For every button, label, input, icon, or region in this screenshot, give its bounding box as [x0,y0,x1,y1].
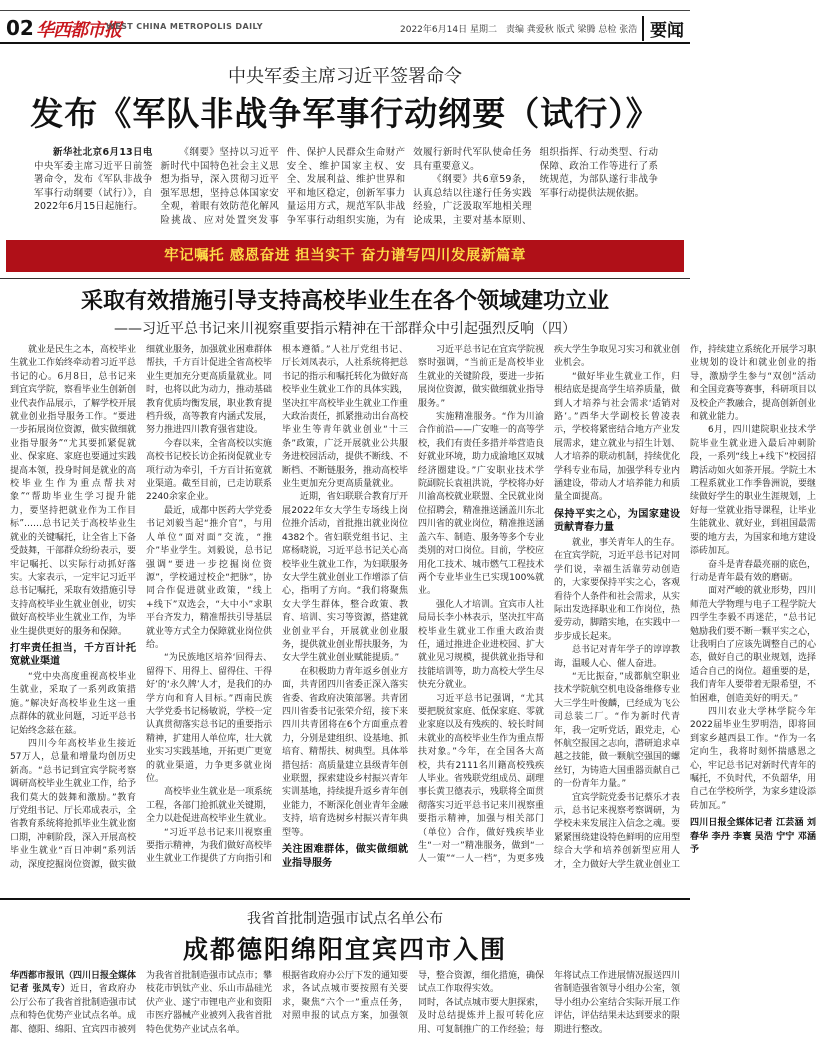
article2-intro: 就业是民生之本，高校毕业生就业工作始终牵动着习近平总书记的心。6月8日，总书记来到宜宾学院，察看毕业生创新创业代表作品展示，了解学校开展就业创业指导服务工作。“要进一步拓展岗位资源，做实做细就业指导服务”“尤其要抓紧促就业、保家庭、家庭也要通过实践提高本领，投身时间是就业的高校毕业生作为重点帮扶对象”“帮助毕业生学习提升能力，要坚持把就业作为工作目标”……总书记关于高校毕业生就业的关键嘱托，让全省上下备受鼓舞，干部群众纷纷表示，要牢记嘱托、以实际行动抓好落实。大家表示，一定牢记习近平总书记嘱托，采取有效措施引导支持高校毕业生就业创业，切实做好高校毕业生就业工作，为毕业生提供更好的服务和保障。 [10,345,137,637]
article2-paragraph: 奋斗是青春最亮丽的底色，行动是青年最有效的磨砺。 [690,559,816,583]
article1-paragraph: 新华社北京6月13日电 中央军委主席习近平日前签署命令，发布《军队非战争军事行动纲要（试行）》，自2022年6月15日起施行。 [34,147,153,212]
article2-paragraph: 习近平总书记强调，“尤其要把脱贫家庭、低保家庭、零就业家庭以及有残疾的、较长时间未就业的高校毕业生作为重点帮扶对象。”今年，在全国各大高校，共有2111名川籍高校残疾人毕业。省残联党组成员、副理事长黄卫德表示，残联将全面贯彻落实习近平总书记来川视察重要指示精神，加强与相关部门（单位）合作，做好残疾毕业生“一对一”精准服务，做到“一人一策”“一人一档”，为更多残疾大学生争取见习实习和就业创业机会。 [418,345,681,865]
article2-paragraph: 高校毕业生就业是一项系统工程，各部门抢抓就业关键期，全力以赴促进高校毕业生就业。 [146,787,273,825]
article1-paragraph: 《纲要》坚持以习近平新时代中国特色社会主义思想为指导，深入贯彻习近平强军思想，坚持总体国家安全观，着眼有效防范化解风险挑战、应对处置突发事件、保护人民群众生命财产安全、维护国家主权、安全、发展利益、维护世界和平和地区稳定，创新军事力量运用方式，规范军队非战争军事行动组织实施，为有效履行新时代军队使命任务具有重要意义。 [160,147,532,226]
article2-paragraph: 实施精准服务。“作为川渝合作前沿——广安唯一的高等学校，我们有责任多措并举营造良好就业环境，助力成渝地区双城经济圈建设。”广安职业技术学院副院长袁祖洪说，学校将办好川渝高校就业联盟、全民就业岗位招聘会，精准推送涵盖川东北四川省的就业岗位，精准推送涵盖六车、制造、服务等多个专业类别的对口岗位。目前，学校应用化工技术、城市燃气工程技术两个专业毕业生已实现100%就业。 [418,412,545,597]
newspaper-name-en: WEST CHINA METROPOLIS DAILY [106,22,263,31]
article2-paragraph: 6月，四川建院职业技术学院毕业生就业进入最后冲刺阶段，一系列“线上+线下”校园招聘活动如火如荼开展。学院土木工程系就业工作季鲁洲说，要继续做好学生的职业生涯规划，上好每一堂就业指导课程，让毕业生能就业、就好业，到祖国最需要的地方去，为国家和地方建设添砖加瓦。 [690,425,816,557]
section-divider [0,898,690,900]
edition-info: 2022年6月14日 星期二 责编 龚爱秋 版式 梁腾 总检 张浩 [400,25,638,35]
article2-body [10,344,816,880]
article2-paragraph: 在积极助力青年返乡创业方面，共青团四川省委正深入落实省委、省政府决策部署。共青团四川省委书记张荣介绍，接下来四川共青团将在6个方面重点着力，分别是建组织、设基地、抓培育、精帮扶、树典型。具体举措包括：高质量建立县级青年创业联盟，探索建设乡村振兴青年实训基地，持续提升返乡青年创业能力，不断深化创业青年金融支持，培育选树乡村振兴青年典型等。 [282,666,409,838]
page-number: 02 [6,16,34,40]
article2-paragraph: 习近平总书记在宜宾学院视察时强调，“当前正是高校毕业生就业的关键阶段，要进一步拓展岗位资源，做实做细就业指导服务。” [418,345,545,409]
article1-dateline: 新华社北京6月13日电 [53,147,153,158]
article3-paragraph: 华西都市报讯（四川日报全媒体记者 张凤专）近日，省政府办公厅公布了我省首批制造强市试点和特色优势产业试点名单。成都、德阳、绵阳、宜宾四市被列为我省首批制造强市试点市；攀枝花市钒钛产业、乐山市晶硅光伏产业、遂宁市锂电产业和资阳市医疗器械产业被列入我省首批特色优势产业试点名单。 [10,971,273,1035]
article2-paragraph: 宜宾学院党委书记蔡乐才表示，总书记来视察考察调研，为学校未来发展注入信念之魂。要紧紧围绕建设特色鲜明的应用型综合大学和培养创新型应用人才，全力做好大学生就业创业工作，持续建立系统化开展学习职业规划的设计和就业创业的指导，激励学生参与“双创”活动和全国竞赛等赛事，科研项目以及校企产教融合，提高创新创业和就业能力。 [554,345,816,870]
article3-paragraph: 根据省政府办公厅下发的通知要求，各试点城市要按照有关要求，聚焦“六个一”重点任务，对照申报的试点方案，加强领导，整合资源，细化措施，确保试点工作取得实效。 [282,971,545,1022]
slogan-banner: 牢记嘱托 感恩奋进 担当实干 奋力谱写四川发展新篇章 [6,240,684,272]
article2-paragraph: 总书记对青年学子的谆谆教诲，温暖人心、催人奋进。 [554,645,681,669]
article2-paragraph: 四川农业大学林学院今年2022届毕业生罗明浩，即将回到家乡越西县工作。“作为一名定向生，我将时刻怀揣感恩之心，牢记总书记对新时代青年的嘱托，不负时代，不负韶华，用自己在学校所学，为家乡建设添砖加瓦。” [690,706,816,811]
article3-paragraph: 同时，各试点城市要大胆探索，及时总结提炼并上报可转化应用、可复制推广的工作经验；每年将试点工作进展情况报送四川省制造强省领导小组办公室，领导小组办公室结合实际开展工作评估，评估结果未达到要求的限期进行整改。 [418,971,681,1035]
article2-paragraph: 强化人才培训。宜宾市人社局局长李小林表示，坚决扛牢高校毕业生就业工作重大政治责任，通过推进企业进校园、扩大就业见习规模，提供就业指导和技能培训等，助力高校大学生尽快充分就业。 [418,599,545,691]
masthead-bottom-rule [0,42,690,44]
article3-kicker: 我省首批制造强市试点名单公布 [247,911,443,927]
article1-body [34,146,658,228]
masthead [0,0,690,44]
masthead-top-rule [0,10,690,11]
article2-paragraph: 今春以来，全省高校以实施高校书记校长访企拓岗促就业专项行动为牵引，千方百计拓宽就业渠道。截至目前，已走访联系2240余家企业。 [146,438,273,503]
article3-headline: 成都德阳绵阳宜宾四市入围 [182,935,507,964]
article1-headline: 发布《军队非战争军事行动纲要（试行）》 [30,94,660,133]
article2-headline: 采取有效措施引导支持高校毕业生在各个领域建功立业 [80,289,609,314]
newspaper-logo: 华西都市报 [36,20,121,41]
article2-paragraph: “做好毕业生就业工作，归根结底是提高学生培养质量，做到人才培养与社会需求‘适销对路’。”西华大学副校长曾凌表示，学校将紧密结合地方产业发展需求，建立就业与招生计划、人才培养的联动机制，持续优化学科专业布局，加强学科专业内涵建设，带动人才培养能力和质量全面提高。 [554,371,681,503]
article2-paragraph: “为民族地区培养‘回得去、留得下、用得上、留得住、干得好’的‘永久牌’人才，是我们的办学方向和育人目标。”西南民族大学党委书记杨敏说，学校一定认真贯彻落实总书记的重要指示精神，扩建用人单位库，壮大就业实习实践基地，开拓更广更宽的就业渠道，力争更多就业岗位。 [146,653,273,784]
article2-paragraph: “党中央高度重视高校毕业生就业，采取了一系列政策措施。”解决好高校毕业生这一重点群体的就业问题，习近平总书记始终念兹在兹。 [10,671,137,736]
article2-section-heading: 关注困难群体，做实做细就业指导服务 [282,844,408,869]
article2-reporter-credit: 四川日报全媒体记者 江芸涵 刘春华 李丹 李寰 吴浩 宁宁 邓涵予 [690,818,816,856]
article2-paragraph: 面对严峻的就业形势，四川师范大学物理与电子工程学院大四学生李毅不再迷茫，“总书记勉励我们要不断一颗平实之心，让我明白了应该先调整自己的心态，做好自己的职业规划，选择适合自己的岗位。超重要的是，我们青年人要带着无限希望，不怕困难，创造美好的明天。” [690,586,816,704]
article2-paragraph: “习近平总书记来川视察重要指示精神，为我们做好高校毕业生就业工作提供了方向指引和根本遵循。”人社厅党组书记、厅长刘凤表示，人社系统将把总书记的指示和嘱托转化为做好高校毕业生就业工作的具体实践，坚决扛牢高校毕业生就业工作重大政治责任，抓紧推动出台高校毕业生等青年就业创业“十三条”政策，广泛开展就业公共服务进校园活动，提供不断线、不断档、不断链服务，推动高校毕业生更加充分更高质量就业。 [146,345,409,865]
article2-subheadline: ——习近平总书记来川视察重要指示精神在干部群众中引起强烈反响（四） [114,321,576,337]
article3-body [10,970,680,1050]
section-divider [0,278,690,279]
article2-section-heading: 保持平实之心，为国家建设贡献青春力量 [554,508,680,534]
article2-paragraph: 四川今年高校毕业生接近57万人，总量和增量均创历史新高。“总书记到宜宾学院考察调研高校毕业生就业工作，给予我们莫大的鼓舞和激励。”教育厅党组书记、厅长邓成表示，全省教育系统将抢抓毕业生就业窗口期，冲刺阶段，深入开展高校毕业生就业“百日冲刺”系列活动，深度挖掘岗位资源，做实做细就业服务，加强就业困难群体帮扶，千方百计促进全省高校毕业生更加充分更高质量就业。同时，也将以此为动力，推动基础教育优质均衡发展，职业教育提档升级，高等教育内涵式发展，努力推进四川教育强省建设。 [10,345,273,870]
section-label: 要闻 [642,16,684,41]
article2-paragraph: 最近，成都中医药大学党委书记刘毅当起“推介官”，与用人单位“面对面”交流，“推介”毕业学生。刘毅说，总书记强调“要进一步挖掘岗位资源”，学校通过校企“把脉”，协同合作促进就业政策，“线上+线下”双选会，“大中小”求职平台齐发力，精准帮扶引导基层就业等方式全力保障就业岗位供给。 [146,505,273,650]
article2-section-heading: 打牢责任担当，千方百计托宽就业渠道 [10,642,136,668]
article2-paragraph: 近期，省妇联联合教育厅开展2022年女大学生专场线上岗位推介活动，首批推出就业岗位4382个。省妇联党组书记、主席杨晓说，习近平总书记关心高校毕业生就业工作，为妇联服务女大学生就业创业工作增添了信心，指明了方向。“我们将聚焦女大学生群体，整合政策、教育、培训、实习等资源，搭建就业创业平台，开展就业创业服务，提供就业创业帮扶服务，为女大学生就业创业赋能提质。” [282,492,409,664]
article1-paragraph: 《纲要》共6章59条，认真总结以往遂行任务实践经验，广泛汲取军地相关理论成果，主要对基本原则、组织指挥、行动类型、行动保障、政治工作等进行了系统规范，为部队遂行非战争军事行动提供法规依据。 [413,147,658,226]
article2-paragraph: “无比振奋，”成都航空职业技术学院航空机电设备维修专业大三学生叶俊麟，已经成为飞公司总装二厂。“作为新时代青年，我一定听党话，跟党走，心怀航空报国之志向，潜研追求卓越之技能，做一颗航空强国的螺丝钉，为铸造大国重器贡献自己的一份青年力量。” [554,671,681,790]
article1-kicker: 中央军委主席习近平签署命令 [228,66,462,87]
article2-paragraph: 就业，事关青年人的生存。在宜宾学院，习近平总书记对同学们说，幸福生活靠劳动创造的，大家要保持平实之心，客观看待个人条件和社会需求，从实际出发选择职业和工作岗位，热爱劳动，脚踏实地，在实践中一步步成长起来。 [554,537,681,642]
article3-dateline: 华西都市报讯（四川日报全媒体记者 张凤专） [10,971,137,995]
